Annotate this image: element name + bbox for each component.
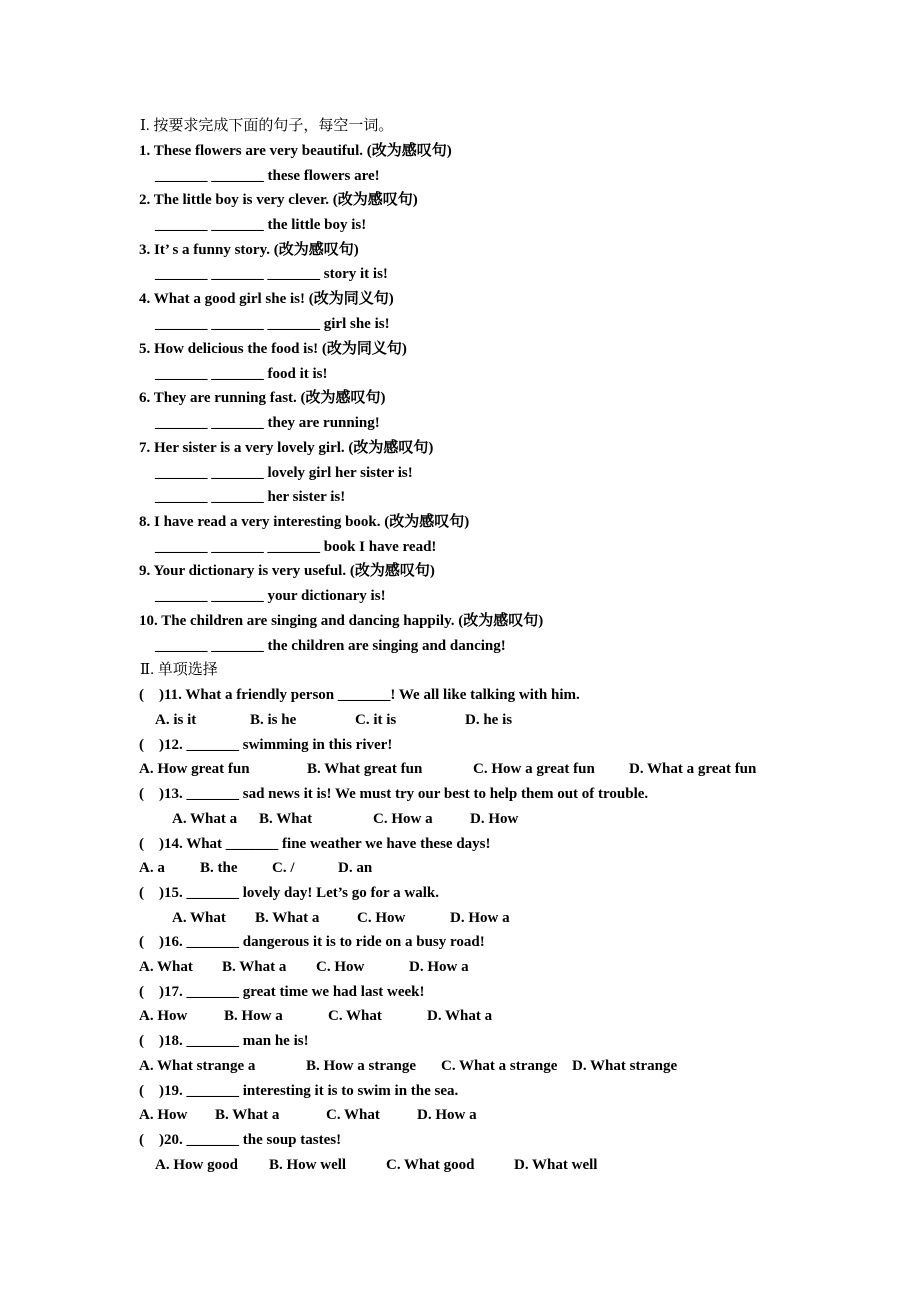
option-18-d: D. What strange (572, 1058, 678, 1074)
option-14-a: A. a (139, 860, 165, 876)
question-17: ( )17. _______ great time we had last week! (139, 984, 425, 1000)
question-15: ( )15. _______ lovely day! Let’s go for a walk. (139, 885, 439, 901)
question-20: ( )20. _______ the soup tastes! (139, 1132, 342, 1148)
option-12-b: B. What great fun (307, 761, 423, 777)
option-17-b: B. How a (224, 1008, 283, 1024)
option-18-a: A. What strange a (139, 1058, 256, 1074)
option-16-a: A. What (139, 959, 193, 975)
question-1: 1. These flowers are very beautiful. (改为感叹句) (139, 143, 452, 159)
option-17-c: C. What (328, 1008, 382, 1024)
answer-blank-4: _______ _______ _______ girl she is! (155, 316, 390, 332)
question-12: ( )12. _______ swimming in this river! (139, 737, 393, 753)
option-16-d: D. How a (409, 959, 469, 975)
option-13-d: D. How (470, 811, 519, 827)
question-10: 10. The children are singing and dancing happily. (改为感叹句) (139, 613, 544, 629)
option-19-b: B. What a (215, 1107, 280, 1123)
question-7: 7. Her sister is a very lovely girl. (改为感叹句) (139, 440, 434, 456)
option-20-a: A. How good (155, 1157, 238, 1173)
question-3: 3. It’ s a funny story. (改为感叹句) (139, 242, 359, 258)
option-16-b: B. What a (222, 959, 287, 975)
option-11-a: A. is it (155, 712, 197, 728)
option-14-c: C. / (272, 860, 295, 876)
section-2-heading: Ⅱ. 单项选择 (140, 662, 218, 678)
question-9: 9. Your dictionary is very useful. (改为感叹句) (139, 563, 435, 579)
option-11-d: D. he is (465, 712, 513, 728)
question-14: ( )14. What _______ fine weather we have these days! (139, 836, 491, 852)
option-12-a: A. How great fun (139, 761, 250, 777)
option-15-d: D. How a (450, 910, 510, 926)
option-13-c: C. How a (373, 811, 433, 827)
option-18-b: B. How a strange (306, 1058, 416, 1074)
question-5: 5. How delicious the food is! (改为同义句) (139, 341, 407, 357)
option-17-d: D. What a (427, 1008, 493, 1024)
option-14-d: D. an (338, 860, 373, 876)
question-16: ( )16. _______ dangerous it is to ride on a busy road! (139, 934, 485, 950)
question-19: ( )19. _______ interesting it is to swim in the sea. (139, 1083, 459, 1099)
answer-blank-7b: _______ _______ her sister is! (155, 489, 346, 505)
answer-blank-2: _______ _______ the little boy is! (155, 217, 367, 233)
option-14-b: B. the (200, 860, 238, 876)
question-18: ( )18. _______ man he is! (139, 1033, 309, 1049)
answer-blank-7a: _______ _______ lovely girl her sister is! (155, 465, 413, 481)
question-4: 4. What a good girl she is! (改为同义句) (139, 291, 394, 307)
option-15-b: B. What a (255, 910, 320, 926)
option-20-b: B. How well (269, 1157, 347, 1173)
question-11: ( )11. What a friendly person _______! We all like talking with him. (139, 687, 580, 703)
option-19-c: C. What (326, 1107, 380, 1123)
option-13-b: B. What (259, 811, 313, 827)
option-20-d: D. What well (514, 1157, 598, 1173)
question-2: 2. The little boy is very clever. (改为感叹句) (139, 192, 418, 208)
option-19-d: D. How a (417, 1107, 477, 1123)
answer-blank-8: _______ _______ _______ book I have read! (155, 539, 437, 555)
question-6: 6. They are running fast. (改为感叹句) (139, 390, 386, 406)
answer-blank-10: _______ _______ the children are singing and dancing! (155, 638, 506, 654)
option-11-b: B. is he (250, 712, 297, 728)
option-12-d: D. What a great fun (629, 761, 757, 777)
answer-blank-6: _______ _______ they are running! (155, 415, 380, 431)
option-19-a: A. How (139, 1107, 188, 1123)
option-15-c: C. How (357, 910, 406, 926)
answer-blank-1: _______ _______ these flowers are! (155, 168, 380, 184)
option-15-a: A. What (172, 910, 226, 926)
answer-blank-5: _______ _______ food it is! (155, 366, 328, 382)
option-11-c: C. it is (355, 712, 397, 728)
option-18-c: C. What a strange (441, 1058, 558, 1074)
option-13-a: A. What a (172, 811, 238, 827)
question-13: ( )13. _______ sad news it is! We must try our best to help them out of trouble. (139, 786, 649, 802)
option-16-c: C. How (316, 959, 365, 975)
answer-blank-9: _______ _______ your dictionary is! (155, 588, 386, 604)
option-12-c: C. How a great fun (473, 761, 595, 777)
question-8: 8. I have read a very interesting book. (改为感叹句) (139, 514, 470, 530)
option-20-c: C. What good (386, 1157, 475, 1173)
option-17-a: A. How (139, 1008, 188, 1024)
answer-blank-3: _______ _______ _______ story it is! (155, 266, 388, 282)
section-1-heading: Ⅰ. 按要求完成下面的句子，每空一词。 (140, 118, 394, 134)
